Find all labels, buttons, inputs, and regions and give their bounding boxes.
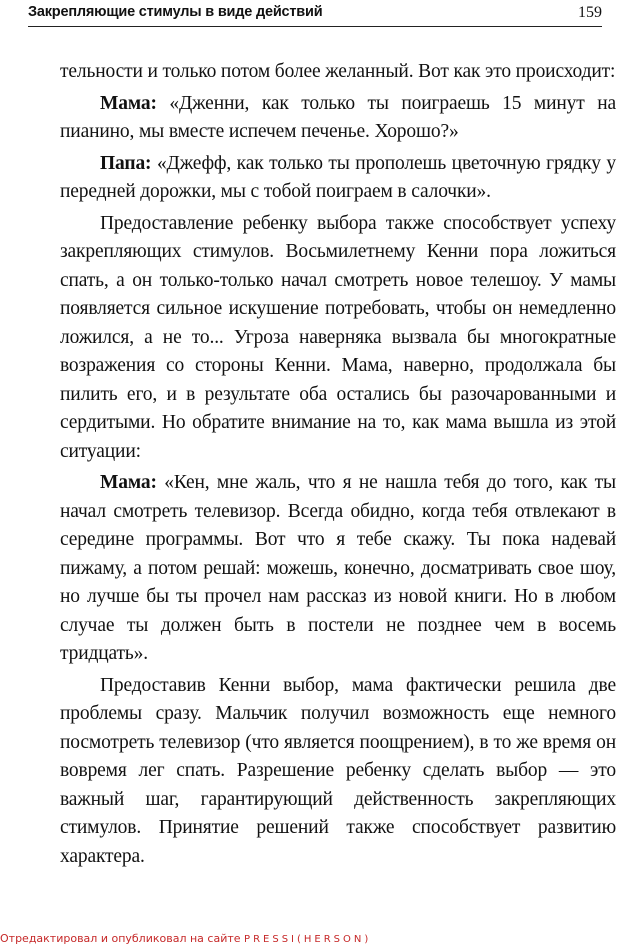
dialogue-text: «Дженни, как только ты поиграешь 15 минут на пианино, мы вместе испечем печенье. Хорошо?»: [60, 92, 616, 142]
paragraph-continuation: [60, 58, 616, 87]
speaker-label: Мама:: [100, 472, 157, 493]
paragraph-text: Предоставив Кенни выбор, мама фактически решила две проблемы сразу. Мальчик получил возможность еще немного посмотреть телевизор (что является поощрением), в то же время он вовремя лег спать. Разрешение ребенку сделать выбор — это важный шаг, гарантирующий действенность закрепляющих стимулов. Принятие решений также способствует развитию характера.: [60, 674, 616, 867]
dialogue-text: «Кен, мне жаль, что я не нашла тебя до того, как ты начал смотреть телевизор. Всегда обидно, когда тебя отвлекают в середине программы. Вот что я тебе скажу. Ты пока надевай пижаму, а потом решай: можешь, конечно, досматривать свое шоу, но лучше бы ты прочел нам рассказ из новой книги. Но в любом случае ты должен быть в постели не позднее чем в восемь тридцать».: [60, 472, 616, 664]
speaker-label: Папа:: [100, 152, 152, 174]
dialogue-mom-jenny: [60, 90, 616, 147]
page-body: [60, 58, 616, 871]
dialogue-dad-jeff: [60, 150, 616, 207]
page-number: 159: [578, 4, 602, 21]
footer-credit: [0, 932, 371, 945]
paragraph-text: Предоставление ребенку выбора также способствует успеху закрепляющих стимулов. Восьмилетнему Кенни пора ложиться спать, а он только-только начал смотреть новое телешоу. У мамы появляется сильное искушение потребовать, чтобы он немедленно ложился, а не то... Угроза наверняка вызвала бы многократные возражения со стороны Кенни. Мама, наверно, продолжала бы пилить его, и в результате оба остались бы разочарованными и сердитыми. Но обратите внимание на то, как мама вышла из этой ситуации:: [60, 212, 616, 462]
speaker-label: Мама:: [100, 92, 157, 114]
dialogue-mom-ken: [60, 469, 616, 669]
footer-credit-text: Отредактировал и опубликовал на сайте: [0, 932, 241, 945]
running-header: [28, 2, 602, 27]
dialogue-text: «Джефф, как только ты прополешь цветочную грядку у передней дорожки, мы с тобой поиграем в салочки».: [60, 152, 616, 202]
paragraph-conclusion: [60, 672, 616, 872]
running-title: Закрепляющие стимулы в виде действий: [28, 4, 323, 20]
paragraph-text: тельности и только потом более желанный. Вот как это происходит:: [60, 61, 616, 82]
paragraph-choice: [60, 210, 616, 467]
footer-credit-site: PRESSI(HERSON): [244, 934, 372, 945]
